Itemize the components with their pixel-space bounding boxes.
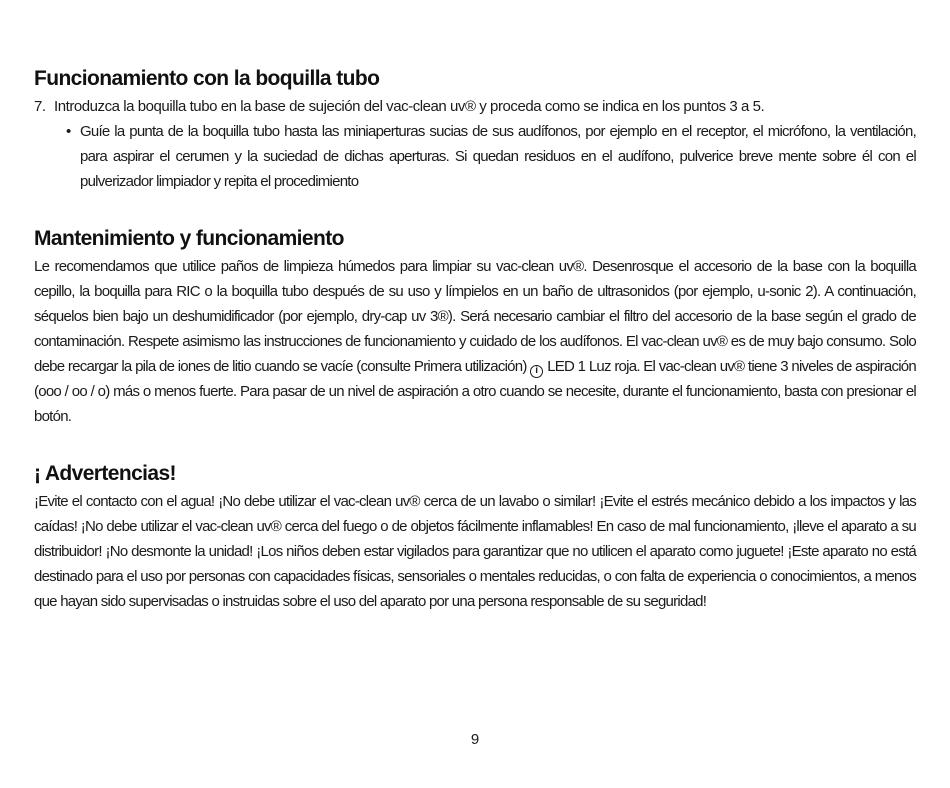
maintenance-text-part2: LED 1 Luz roja. El vac-clean uv® tiene 3 niveles de aspiración (ooo / oo / o) más o menos fuerte. Para pasar de un nivel de aspiración a otro cuando se necesite, durante el funcionamiento, basta con presionar el botón. — [34, 358, 916, 425]
step-7 — [34, 94, 916, 119]
maintenance-paragraph — [34, 254, 916, 429]
info-icon: i — [530, 365, 543, 378]
bullet-icon: • — [66, 123, 71, 140]
step-number: 7. — [34, 98, 46, 115]
step-text: Introduzca la boquilla tubo en la base de sujeción del vac-clean uv® y proceda como se indica en los puntos 3 a 5. — [54, 98, 765, 115]
section-nozzle-tube — [34, 64, 916, 194]
warnings-paragraph: ¡Evite el contacto con el agua! ¡No debe utilizar el vac-clean uv® cerca de un lavabo o similar! ¡Evite el estrés mecánico debido a los impactos y las caídas! ¡No debe utilizar el vac-clean uv® cerca del fuego o de objetos fácilmente inflamables! En caso de mal funcionamiento, ¡lleve el aparato a su distribuidor! ¡No desmonte la unidad! ¡Los niños deben estar vigilados para garantizar que no utilicen el aparato como juguete! ¡Este aparato no está destinado para el uso por personas con capacidades físicas, sensoriales o mentales reducidas, o con falta de experiencia o conocimientos, a menos que hayan sido supervisadas o instruidas sobre el uso del aparato por una persona responsable de su seguridad! — [34, 493, 916, 610]
page-number: 9 — [470, 731, 480, 748]
maintenance-text-part1: Le recomendamos que utilice paños de limpieza húmedos para limpiar su vac-clean uv®. Desenrosque el accesorio de la base con la boquilla cepillo, la boquilla para RIC o la boquilla tubo después de su uso y límpielos en un baño de ultrasonidos (por ejemplo, u-sonic 2). A continuación, séquelos bien bajo un deshumidificador (por ejemplo, dry-cap uv 3®). Será necesario cambiar el filtro del accesorio de la base según el grado de contaminación. Respete asimismo las instrucciones de funcionamiento y cuidado de los audífonos. El vac-clean uv® es de muy bajo consumo. Solo debe recargar la pila de iones de litio cuando se vacíe (consulte Primera utilización) — [34, 258, 916, 375]
bullet-text: Guíe la punta de la boquilla tubo hasta las miniaperturas sucias de sus audífonos, por ejemplo en el receptor, el micrófono, la ventilación, para aspirar el cerumen y la suciedad de dichas aperturas. Si quedan residuos en el audífono, pulverice breve mente sobre él con el pulverizador limpiador y repita el procedimiento — [80, 123, 916, 190]
section-title-nozzle-tube: Funcionamiento con la boquilla tubo — [34, 67, 380, 90]
section-maintenance — [34, 224, 916, 429]
bullet-item — [66, 119, 916, 194]
section-title-warnings: ¡ Advertencias! — [34, 462, 176, 485]
section-title-maintenance: Mantenimiento y funcionamiento — [34, 227, 344, 250]
section-warnings — [34, 459, 916, 614]
document-page — [34, 64, 916, 644]
